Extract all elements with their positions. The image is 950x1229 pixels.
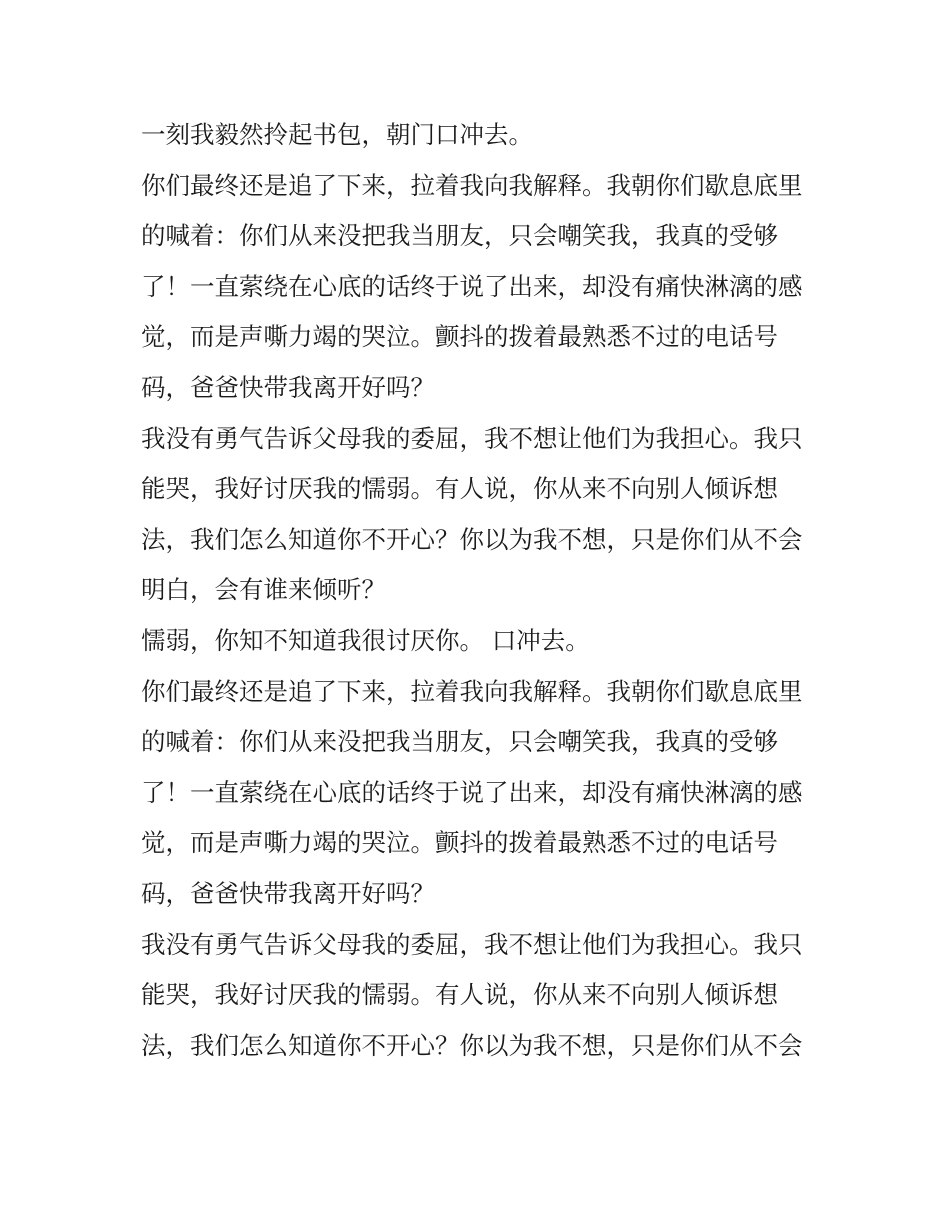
text-line: 你们最终还是追了下来，拉着我向我解释。我朝你们歇息底里 — [141, 170, 803, 200]
text-line: 的喊着：你们从来没把我当朋友，只会嘲笑我，我真的受够 — [141, 221, 778, 251]
text-line: 一刻我毅然拎起书包，朝门口冲去。 — [141, 120, 533, 149]
text-line: 的喊着：你们从来没把我当朋友，只会嘲笑我，我真的受够 — [141, 727, 778, 757]
text-line: 了！一直萦绕在心底的话终于说了出来，却没有痛快淋漓的感 — [141, 777, 803, 807]
text-line: 了！一直萦绕在心底的话终于说了出来，却没有痛快淋漓的感 — [141, 271, 803, 301]
text-line: 码，爸爸快带我离开好吗？ — [141, 878, 435, 908]
text-line: 明白，会有谁来倾听？ — [141, 575, 386, 605]
text-line: 我没有勇气告诉父母我的委屈，我不想让他们为我担心。我只 — [141, 423, 803, 453]
text-line: 觉，而是声嘶力竭的哭泣。颤抖的拨着最熟悉不过的电话号 — [141, 828, 778, 858]
text-line: 法，我们怎么知道你不开心？你以为我不想，只是你们从不会 — [141, 524, 803, 554]
text-line: 觉，而是声嘶力竭的哭泣。颤抖的拨着最熟悉不过的电话号 — [141, 322, 778, 352]
text-line: 我没有勇气告诉父母我的委屈，我不想让他们为我担心。我只 — [141, 929, 803, 959]
text-line: 懦弱，你知不知道我很讨厌你。 口冲去。 — [141, 625, 590, 655]
text-line: 能哭，我好讨厌我的懦弱。有人说，你从来不向别人倾诉想 — [141, 980, 778, 1010]
text-line: 能哭，我好讨厌我的懦弱。有人说，你从来不向别人倾诉想 — [141, 474, 778, 504]
text-line: 你们最终还是追了下来，拉着我向我解释。我朝你们歇息底里 — [141, 676, 803, 706]
text-line: 法，我们怎么知道你不开心？你以为我不想，只是你们从不会 — [141, 1030, 803, 1060]
text-line: 码，爸爸快带我离开好吗？ — [141, 372, 435, 402]
body-text — [141, 110, 821, 1071]
